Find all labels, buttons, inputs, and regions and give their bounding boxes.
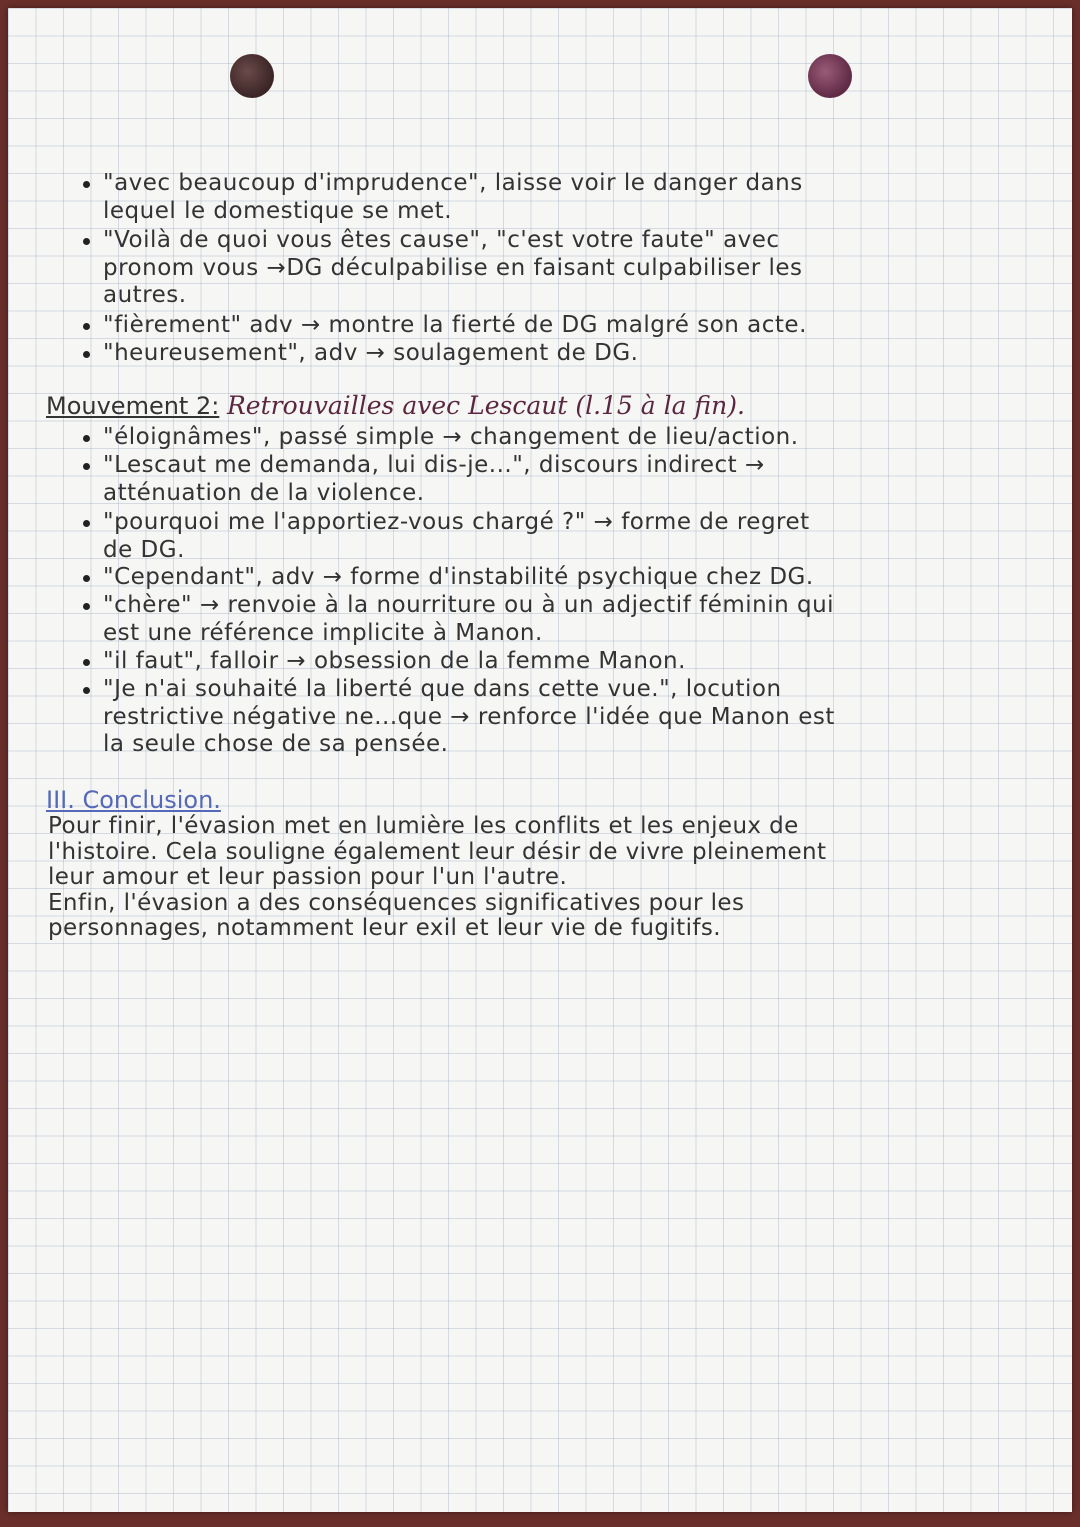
binder-hole-right [808,54,852,98]
list-item: "Cependant", adv → forme d'instabilité psychique chez DG. [103,564,1033,592]
list-item: "éloignâmes", passé simple → changement de lieu/action. [103,424,1033,452]
movement-2-heading [46,392,745,420]
conclusion-title: III. Conclusion. [46,786,221,814]
movement-title: Retrouvailles avec Lescaut (l.15 à la fin). [226,391,745,420]
list-item: "avec beaucoup d'imprudence", laisse voir le danger dans lequel le domestique se met. [103,170,1033,225]
list-item: "Lescaut me demanda, lui dis-je...", discours indirect → atténuation de la violence. [103,452,1033,507]
list-item: "chère" → renvoie à la nourriture ou à un adjectif féminin qui est une référence implicite à Manon. [103,592,1033,647]
list-item: "Voilà de quoi vous êtes cause", "c'est votre faute" avec pronom vous →DG déculpabilise en faisant culpabiliser les autres. [103,227,1033,310]
conclusion-paragraph: Pour finir, l'évasion met en lumière les conflits et les enjeux de l'histoire. Cela souligne également leur désir de vivre pleinement leur amour et leur passion pour l'un l'autre. Enfin, l'évasion a des conséquences significatives pour les personnages, notamment leur exil et leur vie de fugitifs. [48,813,827,941]
notebook-page [8,8,1072,1512]
list-item: "il faut", falloir → obsession de la femme Manon. [103,648,1033,676]
movement-label: Mouvement 2: [46,392,220,420]
list-item: "heureusement", adv → soulagement de DG. [103,340,1033,368]
list-item: "Je n'ai souhaité la liberté que dans cette vue.", locution restrictive négative ne...que → renforce l'idée que Manon est la seule chose de sa pensée. [103,676,1033,759]
list-item: "pourquoi me l'apportiez-vous chargé ?" → forme de regret de DG. [103,509,1033,564]
list-item: "fièrement" adv → montre la fierté de DG malgré son acte. [103,312,1033,340]
binder-hole-left [230,54,274,98]
